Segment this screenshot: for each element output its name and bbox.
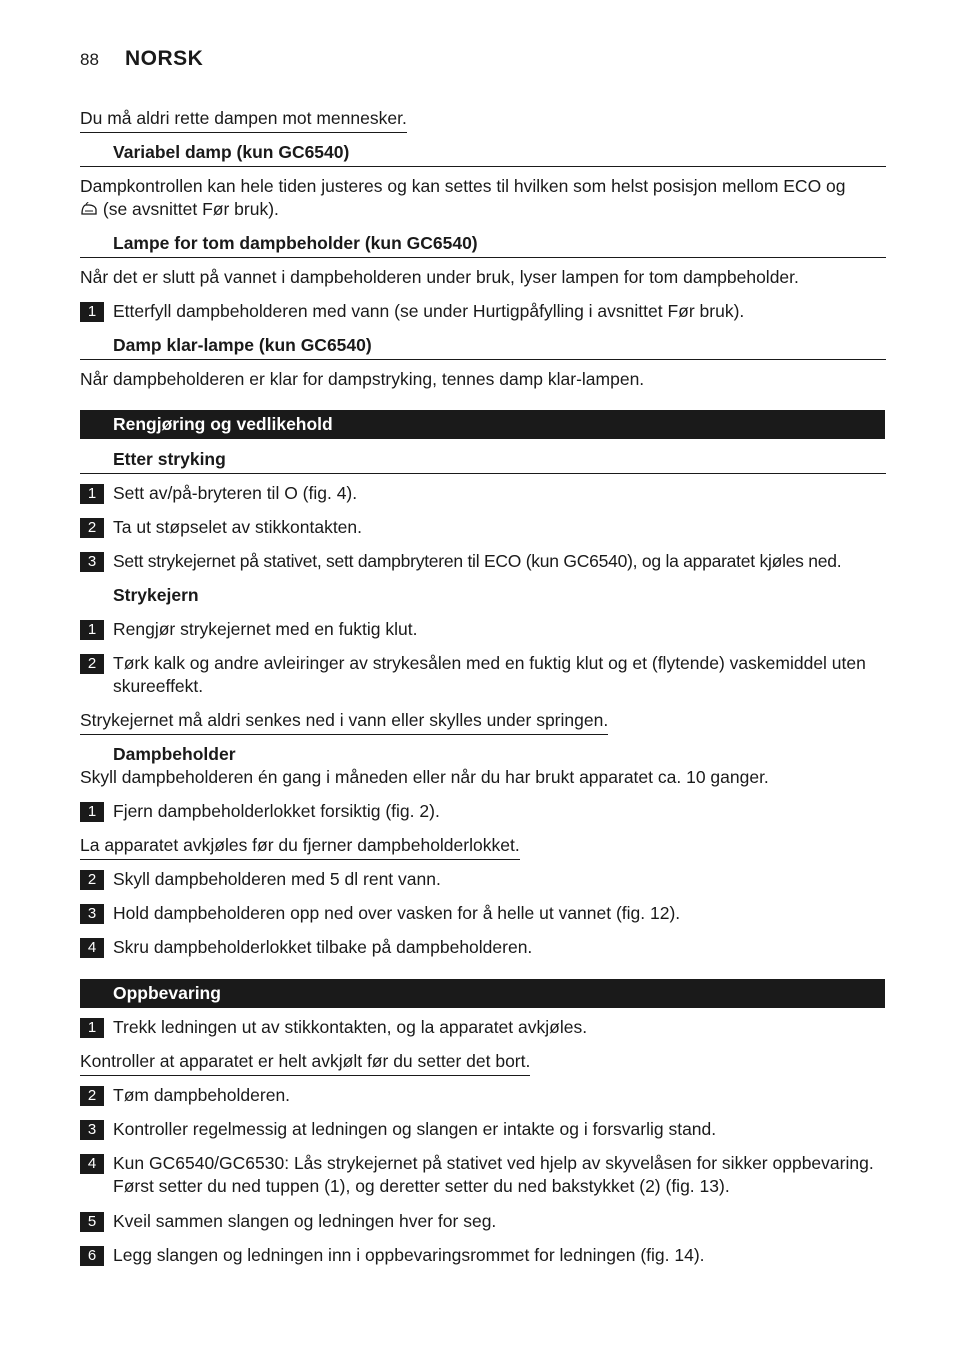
steam-max-icon <box>80 202 98 216</box>
page-number: 88 <box>80 50 99 69</box>
heading-iron: Strykejern <box>113 585 199 605</box>
step-number: 2 <box>80 654 104 674</box>
step-text: Fjern dampbeholderlokket forsiktig (fig. 2). <box>113 801 440 821</box>
heading-tank: Dampbeholder <box>113 744 236 764</box>
step-number: 3 <box>80 552 104 572</box>
step-number: 1 <box>80 620 104 640</box>
warning-tank: La apparatet avkjøles før du fjerner dampbeholderlokket. <box>80 834 520 860</box>
step-text: Skru dampbeholderlokket tilbake på dampbeholderen. <box>113 937 533 957</box>
step-number: 3 <box>80 904 104 924</box>
warning-steam: Du må aldri rette dampen mot mennesker. <box>80 107 407 133</box>
step-number: 3 <box>80 1120 104 1140</box>
heading-after-ironing: Etter stryking <box>80 448 886 474</box>
step-number: 1 <box>80 1018 104 1038</box>
step-number: 1 <box>80 802 104 822</box>
step-text: Sett av/på-bryteren til O (fig. 4). <box>113 483 358 503</box>
step-number: 1 <box>80 484 104 504</box>
step-text: Trekk ledningen ut av stikkontakten, og la apparatet avkjøles. <box>113 1017 588 1037</box>
variable-steam-text: Dampkontrollen kan hele tiden justeres og kan settes til hvilken som helst posisjon mellom ECO og (se avsnittet Før bruk). <box>80 176 846 219</box>
language-heading: NORSK <box>125 47 204 70</box>
step-text: Kontroller regelmessig at ledningen og slangen er intakte og i forsvarlig stand. <box>113 1119 717 1139</box>
heading-empty-lamp: Lampe for tom dampbeholder (kun GC6540) <box>80 232 886 258</box>
step-text: Etterfyll dampbeholderen med vann (se under Hurtigpåfylling i avsnittet Før bruk). <box>113 301 745 321</box>
warning-iron: Strykejernet må aldri senkes ned i vann eller skylles under springen. <box>80 709 608 735</box>
step-text: Sett strykejernet på stativet, sett dampbryteren til ECO (kun GC6540), og la apparatet kjøles ned. <box>113 551 842 571</box>
step-text: Skyll dampbeholderen med 5 dl rent vann. <box>113 869 441 889</box>
step-number: 2 <box>80 1086 104 1106</box>
step-number: 1 <box>80 302 104 322</box>
step-text: Rengjør strykejernet med en fuktig klut. <box>113 619 418 639</box>
section-storage: Oppbevaring <box>80 979 885 1008</box>
step-text: Kveil sammen slangen og ledningen hver for seg. <box>113 1211 497 1231</box>
heading-variable-steam: Variabel damp (kun GC6540) <box>80 141 886 167</box>
step-number: 6 <box>80 1246 104 1266</box>
warning-storage: Kontroller at apparatet er helt avkjølt før du setter det bort. <box>80 1050 530 1076</box>
step-number: 4 <box>80 938 104 958</box>
tank-text: Skyll dampbeholderen én gang i måneden eller når du har brukt apparatet ca. 10 ganger. <box>80 767 769 787</box>
step-number: 4 <box>80 1154 104 1174</box>
section-cleaning: Rengjøring og vedlikehold <box>80 410 885 439</box>
step-text: Ta ut støpselet av stikkontakten. <box>113 517 363 537</box>
step-text: Kun GC6540/GC6530: Lås strykejernet på stativet ved hjelp av skyvelåsen for sikker oppbevaring. Først setter du ned tuppen (1), og deretter setter du ned bakstykket (2) (fig. 13). <box>113 1153 874 1196</box>
ready-lamp-text: Når dampbeholderen er klar for dampstryking, tennes damp klar-lampen. <box>80 369 645 389</box>
heading-ready-lamp: Damp klar-lampe (kun GC6540) <box>80 334 886 360</box>
empty-lamp-text: Når det er slutt på vannet i dampbeholderen under bruk, lyser lampen for tom dampbeholder. <box>80 267 799 287</box>
step-text: Legg slangen og ledningen inn i oppbevaringsrommet for ledningen (fig. 14). <box>113 1245 705 1265</box>
step-text: Tøm dampbeholderen. <box>113 1085 291 1105</box>
step-number: 2 <box>80 518 104 538</box>
step-text: Hold dampbeholderen opp ned over vasken for å helle ut vannet (fig. 12). <box>113 903 681 923</box>
step-number: 5 <box>80 1212 104 1232</box>
step-text: Tørk kalk og andre avleiringer av strykesålen med en fuktig klut og et (flytende) vaskemiddel uten skureeffekt. <box>113 653 866 696</box>
step-number: 2 <box>80 870 104 890</box>
